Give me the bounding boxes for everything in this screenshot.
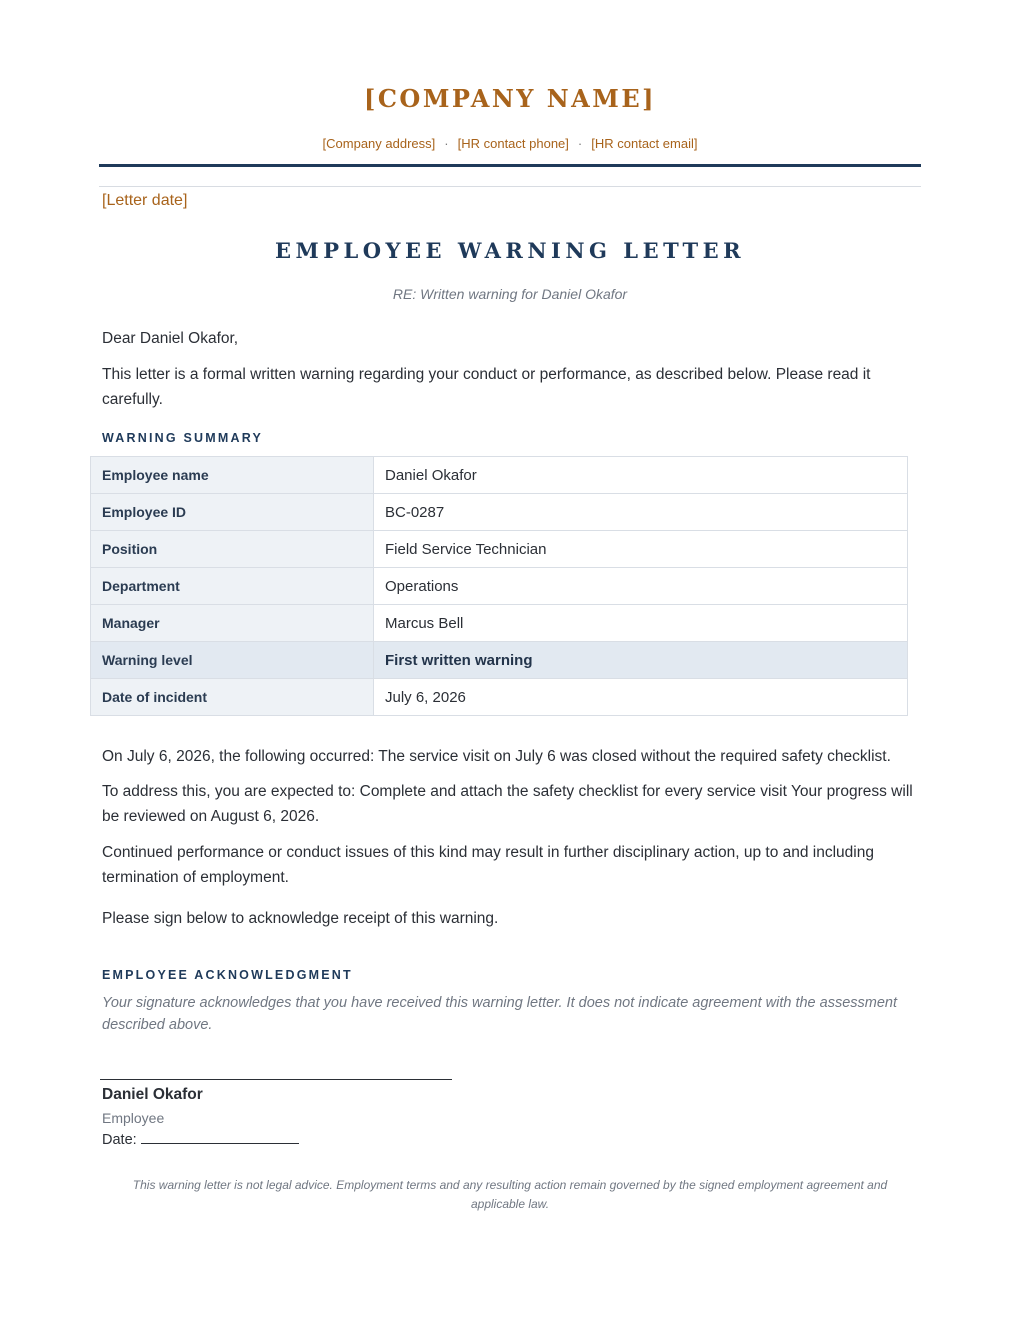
intro-paragraph: This letter is a formal written warning regarding your conduct or performance, as described below. Please read it carefully. [102,366,871,408]
row-value: Daniel Okafor [374,457,908,494]
separator-dot: · [577,136,583,151]
row-label: Warning level [91,642,374,679]
row-label: Department [91,568,374,605]
expectation-paragraph: To address this, you are expected to: Complete and attach the safety checklist for every service visit Your progress will be reviewed on August 6, 2026. [102,783,913,825]
date-label: Date: [102,1132,137,1148]
company-address: [Company address] [322,136,436,151]
sign-request-paragraph: Please sign below to acknowledge receipt of this warning. [102,910,499,927]
signer-role: Employee [102,1110,165,1126]
table-row [91,568,908,605]
signature-date-field [102,1131,299,1148]
row-label: Employee name [91,457,374,494]
legal-disclaimer: This warning letter is not legal advice. Employment terms and any resulting action remain governed by the signed employment agreement and applicable law. [132,1178,888,1211]
acknowledgment-note: Your signature acknowledges that you have received this warning letter. It does not indicate agreement with the assessment described above. [102,995,898,1033]
table-row [91,457,908,494]
incident-paragraph: On July 6, 2026, the following occurred: The service visit on July 6 was closed without the required safety checklist. [102,748,891,765]
table-row [91,605,908,642]
row-label: Position [91,531,374,568]
table-row [91,494,908,531]
signer-name: Daniel Okafor [102,1086,203,1103]
warning-level-value: First written warning [374,642,908,679]
consequence-paragraph: Continued performance or conduct issues of this kind may result in further disciplinary action, up to and including termination of employment. [102,844,874,886]
warning-summary-table [90,456,908,716]
row-value: BC-0287 [374,494,908,531]
table-row-highlighted [91,642,908,679]
row-value: Operations [374,568,908,605]
warning-summary-heading: WARNING SUMMARY [102,431,264,445]
separator-dot: · [444,136,449,151]
hr-contact-email: [HR contact email] [591,136,698,151]
document-title: EMPLOYEE WARNING LETTER [274,238,746,263]
signature-line [100,1079,452,1080]
company-contact-line [0,136,1020,151]
table-row [91,531,908,568]
re-line: RE: Written warning for Daniel Okafor [392,286,628,302]
table-row [91,679,908,716]
row-value: July 6, 2026 [374,679,908,716]
header-divider-thick [99,164,921,167]
row-label: Manager [91,605,374,642]
row-label: Employee ID [91,494,374,531]
company-name: [COMPANY NAME] [363,84,657,113]
row-label: Date of incident [91,679,374,716]
row-value: Marcus Bell [374,605,908,642]
header-divider-thin [99,186,921,187]
hr-contact-phone: [HR contact phone] [457,136,569,151]
greeting: Dear Daniel Okafor, [102,330,239,347]
date-blank-line [141,1131,299,1144]
letter-date: [Letter date] [102,192,188,209]
row-value: Field Service Technician [374,531,908,568]
acknowledgment-heading: EMPLOYEE ACKNOWLEDGMENT [102,968,353,982]
